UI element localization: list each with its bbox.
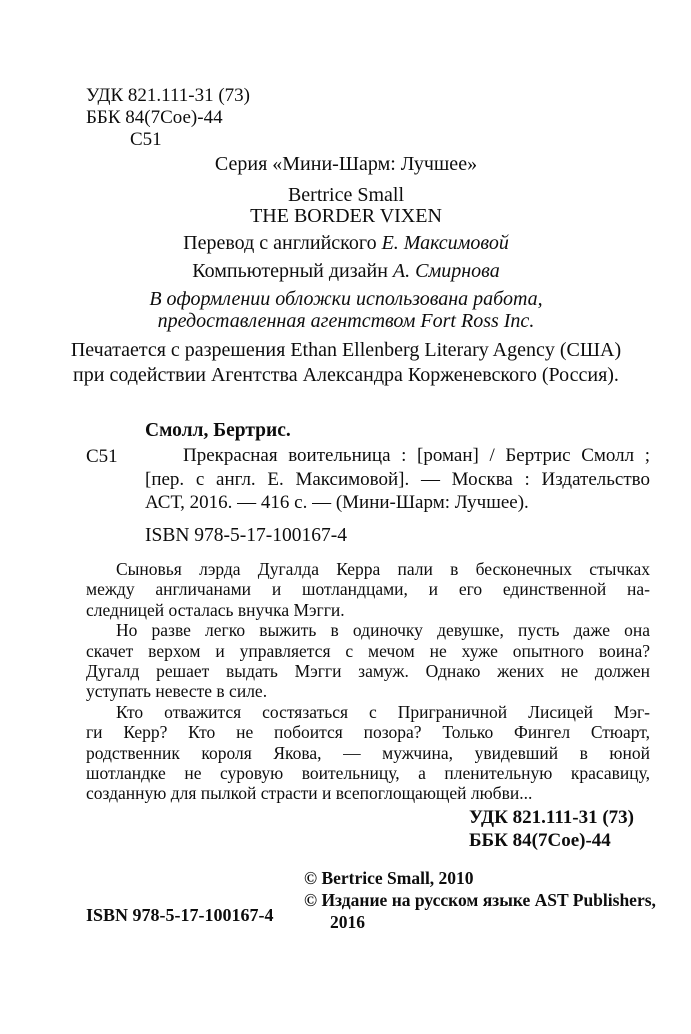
designer-credit-label: Компьютерный дизайн <box>192 260 393 282</box>
footer-udk-code: УДК 821.111-31 (73) <box>469 807 635 828</box>
annotation-line: ги Керр? Кто не побоится позора? Только Фингел Стюарт, <box>86 722 650 743</box>
translator-name: Е. Максимовой <box>381 232 509 254</box>
original-author: Bertrice Small <box>287 184 405 206</box>
footer-isbn-number: ISBN 978-5-17-100167-4 <box>86 905 274 925</box>
annotation-line: Кто отважится состязаться с Приграничной Лисицей Мэг- <box>116 701 650 722</box>
translator-credit <box>42 232 650 255</box>
copyright-russian-line1: © Издание на русском языке AST Publishers, <box>304 890 656 910</box>
bbk-code: ББК 84(7Сое)-44 <box>86 107 223 128</box>
annotation-line: шотландке не суровую воительницу, а пленительную красавицу, <box>86 763 650 784</box>
rights-notice-line1: Печатается с разрешения Ethan Ellenberg Literary Agency (США) <box>70 339 622 361</box>
copyright-russian-line2: 2016 <box>330 912 365 932</box>
isbn-number: ISBN 978-5-17-100167-4 <box>145 525 348 546</box>
annotation-line: уступать невесте в силе. <box>86 681 268 702</box>
catalog-author: Смолл, Бертрис. <box>145 420 291 441</box>
rights-notice-line2: при содействии Агентства Александра Корженевского (Россия). <box>73 364 619 386</box>
designer-name: А. Смирнова <box>392 260 500 282</box>
original-title: THE BORDER VIXEN <box>250 205 442 227</box>
catalog-entry-line: [пер. с англ. Е. Максимовой]. — Москва : Издательство <box>145 468 650 490</box>
catalog-entry-line: Прекрасная воительница : [роман] / Бертрис Смолл ; <box>183 445 650 466</box>
series-title: Серия «Мини-Шарм: Лучшее» <box>214 153 478 175</box>
annotation-line: Но разве легко выжить в одиночку девушке, пусть даже она <box>116 620 650 641</box>
annotation-line: Дугалд решает выдать Мэгги замуж. Однако жених не должен <box>86 661 650 682</box>
annotation-line: созданную для пылкой страсти и всепоглощающей любви... <box>86 783 533 804</box>
footer-classification-codes <box>469 806 634 852</box>
designer-credit <box>42 260 650 283</box>
annotation <box>86 559 650 804</box>
catalog-entry-line: АСТ, 2016. — 416 с. — (Мини-Шарм: Лучшее). <box>145 492 529 513</box>
annotation-line: Сыновья лэрда Дугалда Керра пали в бесконечных стычках <box>116 559 650 579</box>
annotation-line: следницей осталась внучка Мэгги. <box>86 599 345 620</box>
classification-codes-block <box>86 85 250 151</box>
annotation-line: родственник короля Якова, — мужчина, увидевший в юной <box>86 742 650 763</box>
copyright-block <box>304 867 656 933</box>
footer-bbk-code: ББК 84(7Сое)-44 <box>469 830 611 851</box>
copyright-original: © Bertrice Small, 2010 <box>304 868 474 888</box>
catalog-entry <box>145 444 650 515</box>
translator-credit-label: Перевод с английского <box>183 232 382 254</box>
catalog-author-sign: С51 <box>86 446 118 467</box>
author-sign: С51 <box>130 129 162 150</box>
cover-credit-line2: предоставленная агентством Fort Ross Inc. <box>157 310 535 332</box>
annotation-line: между англичанами и шотландцами, и его единственной на- <box>86 579 650 600</box>
annotation-line: скачет верхом и управляется с мечом не хуже опытного воина? <box>86 640 650 661</box>
cover-credit-line1: В оформлении обложки использована работа, <box>149 288 543 310</box>
udk-code: УДК 821.111-31 (73) <box>86 85 250 106</box>
